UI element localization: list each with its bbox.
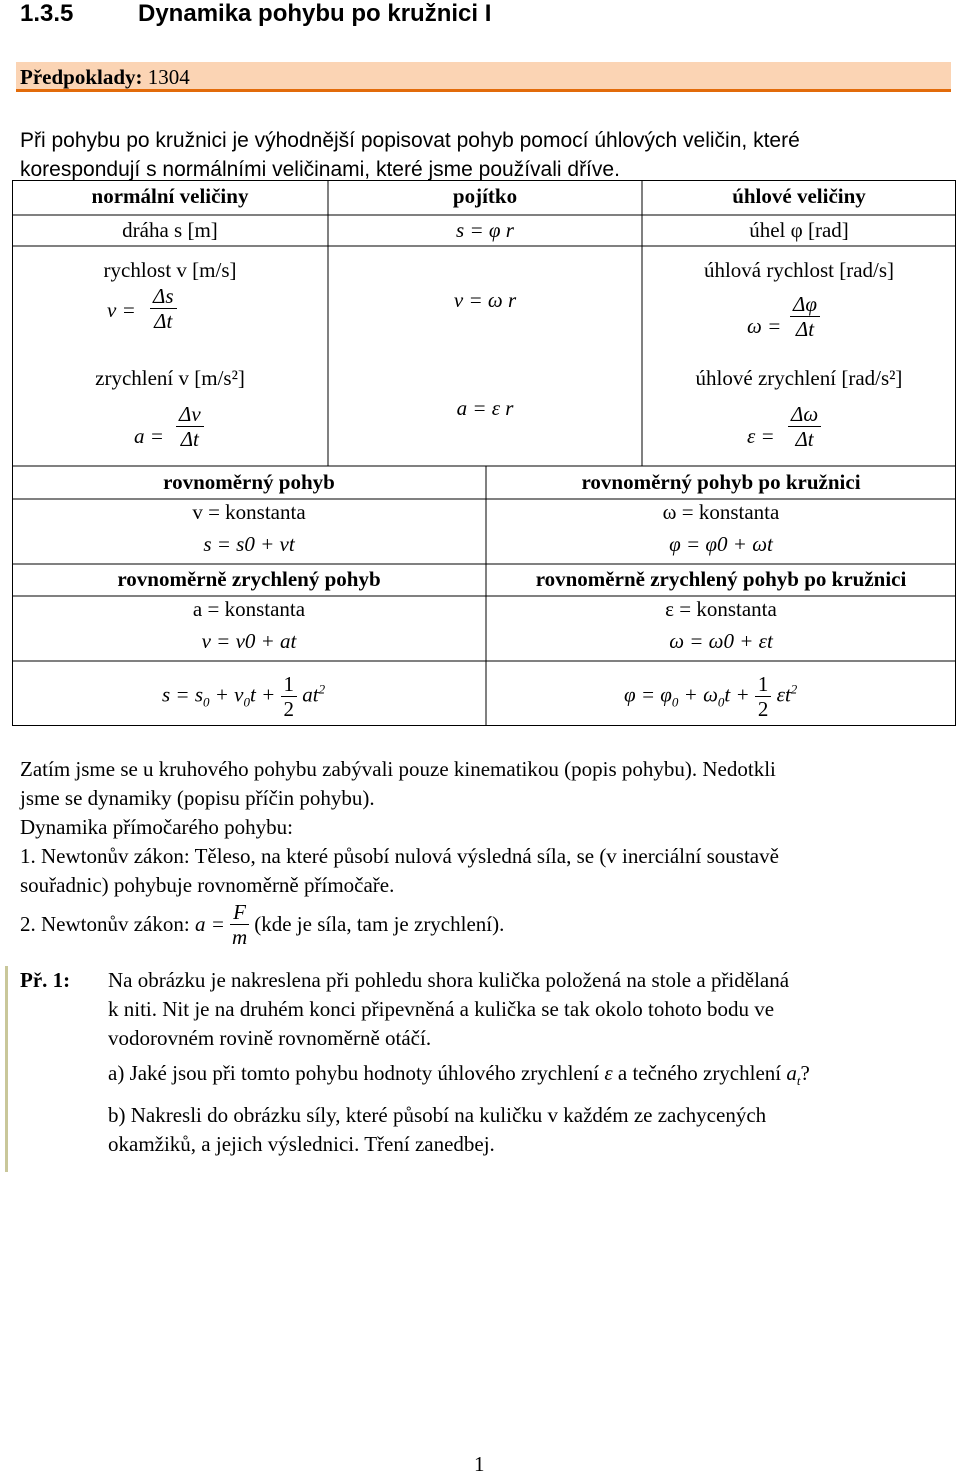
example-line: k niti. Nit je na druhém konci připevněná a kulička se tak okolo tohoto bodu ve — [108, 997, 775, 1021]
intro-line: Při pohybu po kružnici je výhodnější popisovat pohyb pomocí úhlových veličin, které — [20, 129, 800, 152]
example-line: vodorovném rovině rovnoměrně otáčí. — [108, 1026, 432, 1050]
section-number: 1.3.5 — [20, 0, 74, 27]
accel-link: a = ε r — [456, 396, 514, 420]
question-b-line: okamžiků, a jejich výslednici. Tření zanedbej. — [108, 1132, 495, 1157]
speed-link: v = ω r — [453, 288, 517, 312]
speed-angular-fraction: $\frac{\Delta\varphi}{\Delta t}$ — [790, 292, 820, 341]
paragraph-line: jsme se dynamiky (popisu příčin pohybu). — [20, 786, 375, 810]
accel-normal-label: zrychlení v [m/s²] — [95, 366, 245, 390]
accel-normal-formula: a = — [134, 424, 164, 448]
accel-angular-formula: ε = — [747, 424, 775, 448]
accel-angular-fraction: $\frac{\Delta\omega}{\Delta t}$ — [788, 402, 821, 451]
uniform-left-title: rovnoměrný pohyb — [163, 470, 335, 494]
uniform-right-const: ω = konstanta — [662, 500, 780, 524]
example-text — [108, 966, 948, 1159]
uniform-right-title: rovnoměrný pohyb po kružnici — [581, 470, 861, 494]
accel-right-eq1: ω = ω0 + εt — [669, 629, 773, 653]
header-link: pojítko — [452, 184, 518, 208]
accel-normal-fraction: $\frac{\Delta v}{\Delta t}$ — [176, 402, 204, 451]
accel-left-title: rovnoměrně zrychlený pohyb — [117, 567, 381, 591]
paragraph-line: 1. Newtonův zákon: Těleso, na které působí nulová výsledná síla, se (v inerciální soustavě — [20, 844, 779, 868]
path-link: s = φ r — [456, 218, 514, 242]
speed-normal-formula: v = — [107, 298, 136, 322]
newton2-suffix: (kde je síla, tam je zrychlení). — [254, 912, 505, 936]
newton2-fraction: $\frac{F}{m}$ — [231, 900, 248, 949]
question-b-line: b) Nakresli do obrázku síly, které působí na kuličku v každém ze zachycených — [108, 1103, 767, 1128]
accel-left-const: a = konstanta — [192, 597, 306, 621]
uniform-right-eq: φ = φ0 + ωt — [669, 532, 773, 556]
accel-left-eq2: $s = s_0 + v_0t$ + $\frac{1}{2}$ $at^2$ — [162, 672, 326, 721]
newton2-formula: a = — [194, 912, 225, 936]
uniform-left-eq: s = s0 + vt — [203, 532, 295, 556]
section-heading — [20, 0, 491, 28]
paragraph-line: Dynamika přímočarého pohybu: — [20, 815, 293, 839]
quantities-table — [12, 180, 956, 726]
uniform-left-const: v = konstanta — [192, 500, 306, 524]
section-title: Dynamika pohybu po kružnici I — [138, 0, 492, 27]
prereq-label: Předpoklady: — [20, 65, 143, 89]
intro-line: korespondují s normálními veličinami, které jsme používali dříve. — [20, 158, 620, 181]
header-angular: úhlové veličiny — [732, 184, 866, 208]
speed-angular-formula: ω = — [747, 314, 782, 338]
speed-normal-fraction: $\frac{\Delta s}{\Delta t}$ — [150, 284, 177, 333]
accel-right-const: ε = konstanta — [665, 597, 777, 621]
path-normal: dráha s [m] — [122, 218, 218, 242]
newton2-prefix: 2. Newtonův zákon: — [20, 912, 190, 936]
accel-left-eq1: v = v0 + at — [201, 629, 297, 653]
example-label: Př. 1: — [20, 968, 71, 992]
page-number: 1 — [474, 1452, 485, 1476]
accel-right-eq2: $\varphi = \varphi_0 + \omega_0t$ + $\frac{1}{2}$ $\varepsilon t^2$ — [624, 672, 798, 721]
newton2-line — [20, 900, 504, 962]
question-a: a) Jaké jsou při tomto pohybu hodnoty úhlového zrychlení ε a tečného zrychlení $a_t$? — [108, 1061, 810, 1089]
accel-angular-label: úhlové zrychlení [rad/s²] — [695, 366, 903, 390]
example-margin-bar — [5, 966, 8, 1172]
body-text — [20, 755, 779, 900]
paragraph-line: Zatím jsme se u kruhového pohybu zabývali pouze kinematikou (popis pohybu). Nedotkli — [20, 757, 776, 781]
prereq-value: 1304 — [147, 65, 190, 89]
speed-angular-label: úhlová rychlost [rad/s] — [703, 258, 895, 282]
example-line: Na obrázku je nakreslena při pohledu shora kulička položená na stole a přidělaná — [108, 968, 790, 992]
accel-right-title: rovnoměrně zrychlený pohyb po kružnici — [535, 567, 907, 591]
path-angular: úhel φ [rad] — [749, 218, 849, 242]
header-normal: normální veličiny — [91, 184, 249, 208]
paragraph-line: souřadnic) pohybuje rovnoměrně přímočaře. — [20, 873, 395, 897]
intro-text — [20, 126, 800, 184]
prerequisites-bar — [16, 62, 951, 92]
speed-normal-label: rychlost v [m/s] — [103, 258, 237, 282]
